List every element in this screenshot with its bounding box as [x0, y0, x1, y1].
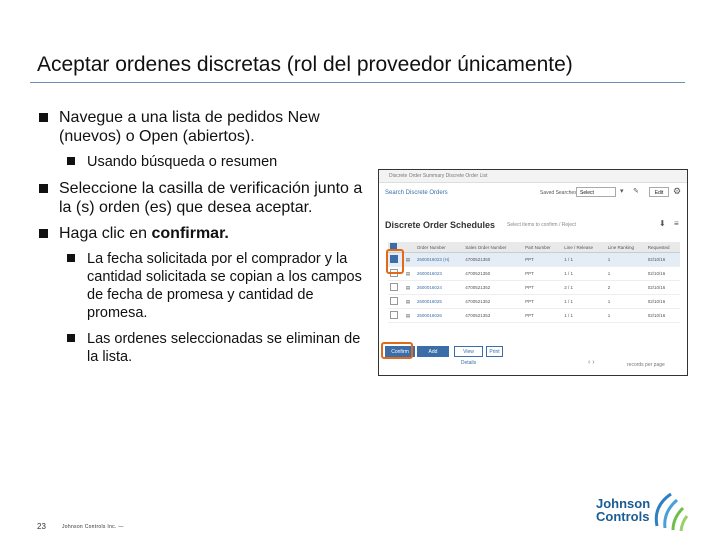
- pager-arrows[interactable]: ‹ ›: [588, 359, 595, 366]
- confirm-button[interactable]: Confirm: [385, 346, 415, 357]
- shot-topbar: Discrete Order Summary Discrete Order List: [379, 170, 687, 183]
- table-header-row: [388, 242, 680, 253]
- footer-text: Johnson Controls Inc. —: [62, 524, 124, 530]
- row-icon-cell: [404, 281, 415, 295]
- bullet-square-icon: [39, 113, 48, 122]
- row-order-number[interactable]: 2600016024: [415, 281, 463, 295]
- table-header-cell[interactable]: Line Ranking: [606, 242, 646, 253]
- table-row[interactable]: [388, 281, 680, 295]
- row-part-number: PPT: [523, 267, 562, 281]
- bullet-click-bold: confirmar.: [151, 225, 229, 242]
- shot-saved-searches-label: Saved Searches: [540, 190, 577, 196]
- table-header-cell[interactable]: Requested: [646, 242, 680, 253]
- row-order-number[interactable]: 2600016023: [415, 267, 463, 281]
- row-requested: 02/10/16: [646, 281, 680, 295]
- bullet-select-checkbox: [37, 179, 367, 217]
- row-sales-order: 4700521352: [463, 281, 523, 295]
- menu-icon[interactable]: ≡: [674, 219, 679, 228]
- row-checkbox-cell[interactable]: [388, 309, 404, 323]
- row-icon-cell: [404, 253, 415, 267]
- row-part-number: PPT: [523, 253, 562, 267]
- bullet-navigate-text: Navegue a una lista de pedidos New (nuevos) o Open (abiertos).: [59, 109, 320, 145]
- shot-section-header: Discrete Order Schedules: [385, 220, 496, 230]
- row-part-number: PPT: [523, 295, 562, 309]
- row-sales-order: 4700521353: [463, 309, 523, 323]
- row-requested: 02/10/16: [646, 267, 680, 281]
- shot-order-table: [388, 242, 680, 323]
- table-header-cell: [404, 242, 415, 253]
- embedded-screenshot: [378, 169, 688, 376]
- subbullet-search-text: Usando búsqueda o resumen: [87, 154, 278, 170]
- view-details-button[interactable]: View Details: [454, 346, 483, 357]
- row-line-release: 1 / 1: [562, 267, 605, 281]
- row-sales-order: 4700521350: [463, 253, 523, 267]
- bullet-select-text: Seleccione la casilla de verificación junto a la (s) orden (es) que desea aceptar.: [59, 180, 363, 216]
- row-order-number[interactable]: 2600016025: [415, 295, 463, 309]
- row-line-release: 1 / 1: [562, 253, 605, 267]
- row-requested: 02/10/16: [646, 309, 680, 323]
- slide-title: Aceptar ordenes discretas (rol del proveedor únicamente): [37, 53, 573, 76]
- records-per-page-label: records per page: [627, 362, 665, 368]
- subbullet-search: [37, 153, 367, 171]
- row-checkbox-cell[interactable]: [388, 295, 404, 309]
- row-line-ranking: 1: [606, 267, 646, 281]
- subbullet-removed: [37, 330, 367, 366]
- bullet-click-confirm: [37, 224, 367, 243]
- page-number: 23: [37, 522, 46, 531]
- gear-icon[interactable]: ⚙: [673, 186, 682, 196]
- title-divider: [30, 82, 685, 83]
- row-order-number[interactable]: 2600016026: [415, 309, 463, 323]
- add-promises-button[interactable]: Add Promises: [417, 346, 449, 357]
- row-sales-order: 4700521352: [463, 295, 523, 309]
- doc-icon: ▤: [405, 312, 411, 318]
- row-icon-cell: [404, 309, 415, 323]
- bullet-square-icon: [67, 157, 75, 165]
- row-line-ranking: 2: [606, 281, 646, 295]
- pencil-icon[interactable]: ✎: [633, 188, 639, 195]
- row-line-ranking: 1: [606, 253, 646, 267]
- row-line-release: 2 / 1: [562, 281, 605, 295]
- johnson-controls-logo: [594, 488, 686, 534]
- checkbox-icon[interactable]: [390, 283, 398, 291]
- row-part-number: PPT: [523, 281, 562, 295]
- row-requested: 02/10/16: [646, 253, 680, 267]
- row-requested: 02/10/16: [646, 295, 680, 309]
- highlight-checkbox-callout: [386, 249, 404, 274]
- table-row[interactable]: [388, 295, 680, 309]
- checkbox-icon[interactable]: [390, 311, 398, 319]
- bullet-square-icon: [39, 229, 48, 238]
- row-line-release: 1 / 1: [562, 295, 605, 309]
- table-header-cell[interactable]: Order Number: [415, 242, 463, 253]
- table-row[interactable]: [388, 309, 680, 323]
- bullet-square-icon: [39, 184, 48, 193]
- bullet-square-icon: [67, 254, 75, 262]
- row-icon-cell: [404, 295, 415, 309]
- row-line-ranking: 1: [606, 309, 646, 323]
- row-sales-order: 4700521350: [463, 267, 523, 281]
- row-line-ranking: 1: [606, 295, 646, 309]
- doc-icon: ▤: [405, 284, 411, 290]
- doc-icon: ▤: [405, 256, 411, 262]
- shot-section-subheader: Select items to confirm / Reject: [507, 222, 576, 228]
- subbullet-copy-text: La fecha solicitada por el comprador y la cantidad solicitada se copian a los campos de fecha de promesa y cantidad de promesa.: [87, 251, 362, 321]
- download-icon[interactable]: ⬇: [659, 219, 666, 228]
- bullet-list: [37, 108, 367, 374]
- table-header-cell[interactable]: Line / Release: [562, 242, 605, 253]
- highlight-confirm-callout: [381, 342, 413, 359]
- row-icon-cell: [404, 267, 415, 281]
- shot-edit-button[interactable]: Edit: [649, 187, 669, 197]
- row-order-number[interactable]: 2600016023 (H): [415, 253, 463, 267]
- logo-swirl-icon: [649, 488, 689, 534]
- bullet-square-icon: [67, 334, 75, 342]
- bullet-click-prefix: Haga clic en: [59, 225, 152, 242]
- doc-icon: ▤: [405, 270, 411, 276]
- subbullet-copy-dates: [37, 250, 367, 322]
- chevron-down-icon[interactable]: ▾: [620, 188, 624, 195]
- print-button[interactable]: Print: [486, 346, 503, 357]
- table-header-cell[interactable]: Sales Order Number: [463, 242, 523, 253]
- table-row[interactable]: [388, 253, 680, 267]
- row-line-release: 1 / 1: [562, 309, 605, 323]
- shot-saved-search-select[interactable]: Select: [576, 187, 616, 197]
- table-row[interactable]: [388, 267, 680, 281]
- table-header-cell[interactable]: Part Number: [523, 242, 562, 253]
- row-checkbox-cell[interactable]: [388, 281, 404, 295]
- checkbox-icon[interactable]: [390, 297, 398, 305]
- logo-wordmark: Johnson Controls: [596, 496, 651, 524]
- doc-icon: ▤: [405, 298, 411, 304]
- row-part-number: PPT: [523, 309, 562, 323]
- bullet-navigate: [37, 108, 367, 146]
- shot-breadcrumb[interactable]: Search Discrete Orders: [385, 190, 448, 196]
- subbullet-removed-text: Las ordenes seleccionadas se eliminan de la lista.: [87, 331, 361, 365]
